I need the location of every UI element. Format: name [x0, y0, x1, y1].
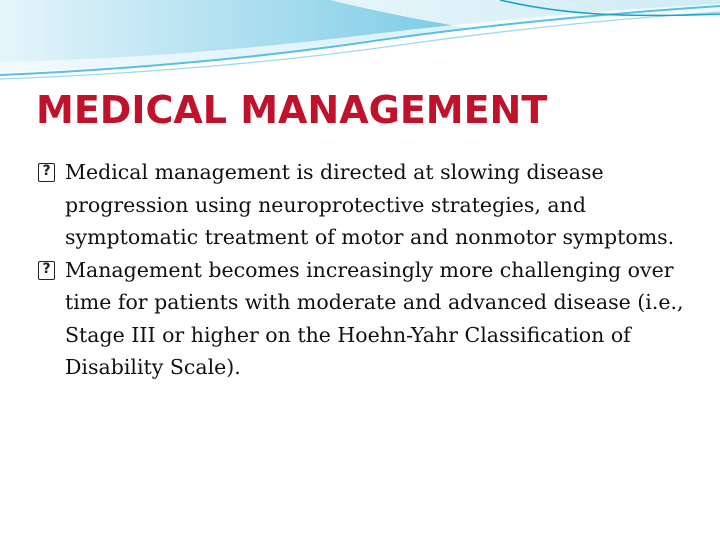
bullet-item [38, 156, 698, 254]
missing-glyph-icon: ? [38, 261, 55, 280]
header-wave-decoration [0, 0, 720, 90]
bullet-text: Medical management is directed at slowing disease progression using neuroprotective strategies, and symptomatic treatment of motor and nonmotor symptoms. [65, 160, 675, 249]
bullet-text: Management becomes increasingly more challenging over time for patients with moderate and advanced disease (i.e., Stage III or higher on the Hoehn-Yahr Classification of Disability Scale). [65, 257, 684, 379]
bullet-item [38, 254, 698, 384]
slide-title: MEDICAL MANAGEMENT [36, 88, 548, 132]
bullet-list [38, 156, 698, 384]
missing-glyph-icon: ? [38, 163, 55, 182]
